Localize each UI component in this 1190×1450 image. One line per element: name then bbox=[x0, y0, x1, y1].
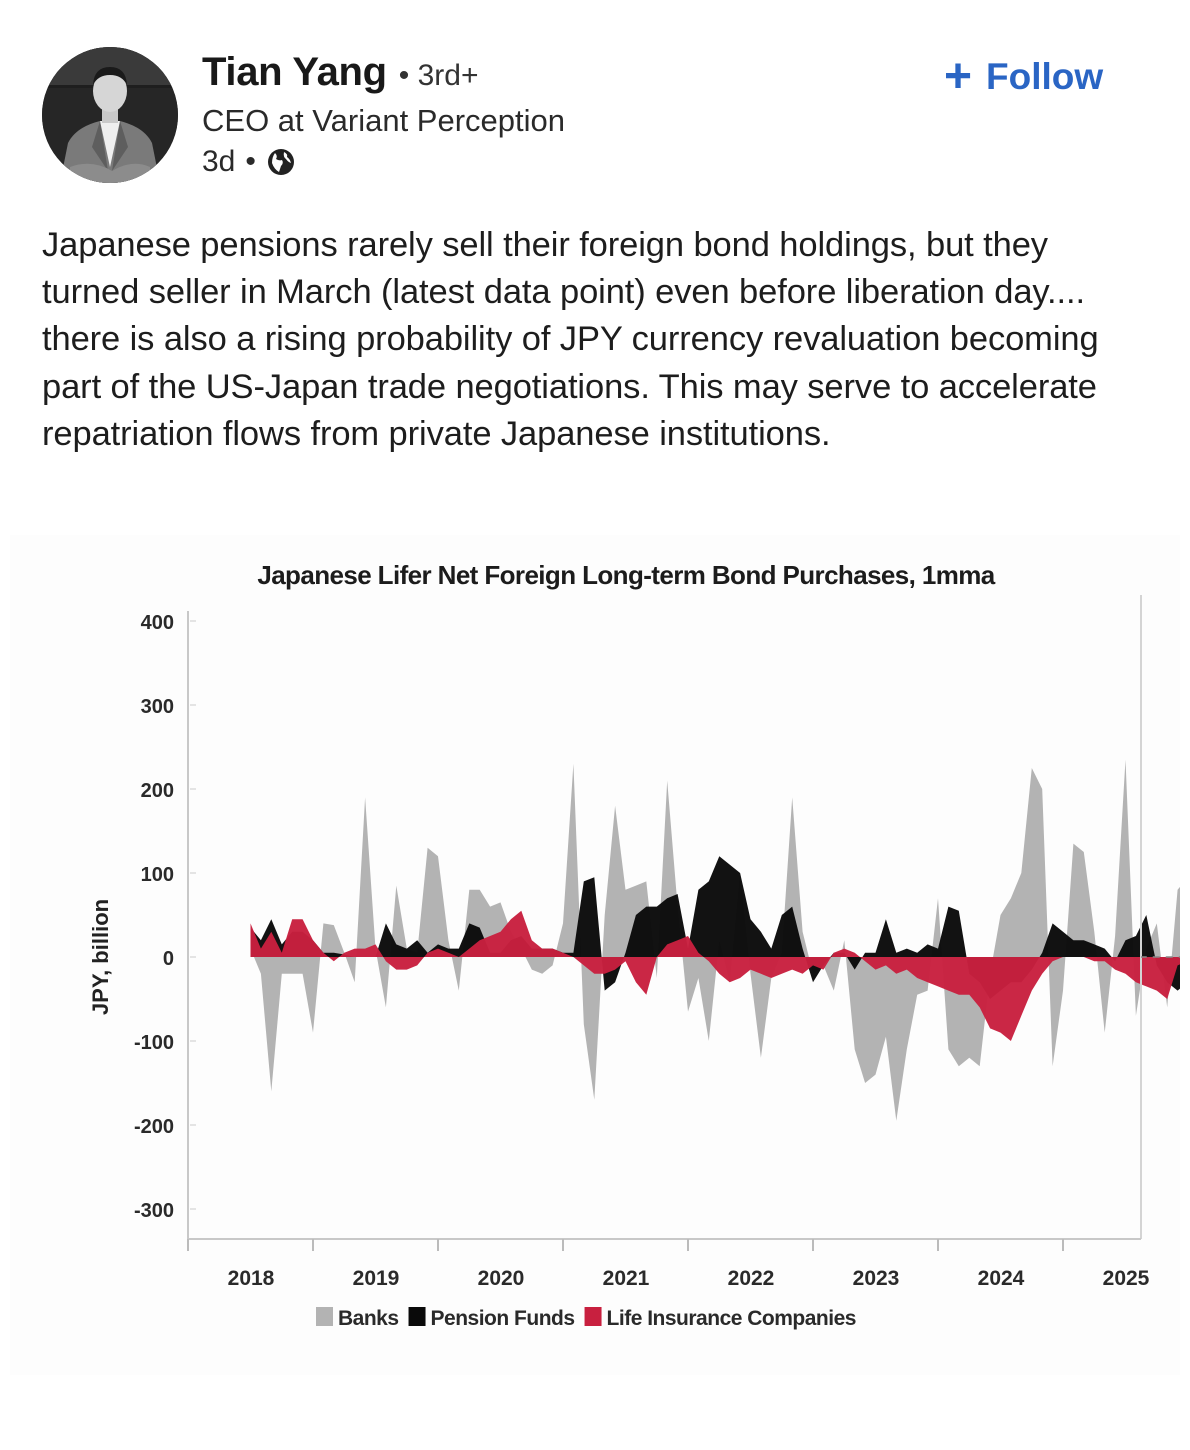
legend-label: Pension Funds bbox=[430, 1307, 575, 1330]
y-tick-label: 200 bbox=[140, 780, 174, 802]
legend-label: Life Insurance Companies bbox=[606, 1307, 856, 1330]
follow-button[interactable] bbox=[944, 50, 1104, 103]
x-tick-label: 2024 bbox=[977, 1267, 1025, 1290]
plus-icon: + bbox=[944, 50, 973, 103]
y-tick-label: -100 bbox=[133, 1032, 174, 1054]
chart-title: Japanese Lifer Net Foreign Long-term Bond Purchases, 1mma bbox=[257, 560, 995, 590]
legend-swatch-life-insurance-companies bbox=[585, 1307, 602, 1326]
connection-degree: • 3rd+ bbox=[398, 59, 479, 92]
x-tick-label: 2018 bbox=[227, 1267, 275, 1290]
legend-label: Banks bbox=[338, 1307, 399, 1330]
post-header bbox=[0, 0, 1190, 200]
globe-icon bbox=[266, 147, 296, 177]
author-name-line bbox=[202, 50, 479, 95]
author-photo bbox=[42, 47, 178, 183]
x-tick-label: 2025 bbox=[1102, 1267, 1150, 1290]
bond-purchases-chart bbox=[10, 535, 1180, 1375]
follow-label: Follow bbox=[986, 56, 1104, 97]
y-tick-label: 300 bbox=[140, 696, 174, 718]
y-tick-label: 400 bbox=[140, 612, 174, 634]
author-avatar[interactable] bbox=[42, 47, 178, 183]
x-tick-label: 2019 bbox=[352, 1267, 400, 1290]
y-axis bbox=[134, 612, 196, 1222]
y-axis-label: JPY, billion bbox=[88, 898, 113, 1016]
x-axis bbox=[188, 1239, 1180, 1290]
plot-areas bbox=[250, 697, 1180, 1134]
y-tick-label: -200 bbox=[133, 1116, 174, 1138]
meta-separator: • bbox=[245, 145, 256, 178]
x-tick-label: 2023 bbox=[852, 1267, 900, 1290]
x-tick-label: 2020 bbox=[477, 1267, 525, 1290]
author-name[interactable]: Tian Yang bbox=[202, 50, 387, 94]
y-tick-label: 100 bbox=[140, 864, 174, 886]
post-meta bbox=[202, 145, 296, 179]
author-headline: CEO at Variant Perception bbox=[202, 103, 565, 138]
post-age: 3d bbox=[202, 145, 236, 178]
x-tick-label: 2022 bbox=[727, 1267, 775, 1290]
legend-swatch-banks bbox=[316, 1307, 333, 1326]
y-tick-label: -300 bbox=[133, 1200, 174, 1222]
chart-legend bbox=[316, 1307, 856, 1330]
post-body-text: Japanese pensions rarely sell their foreign bond holdings, but they turned seller in March (latest data point) even before liberation day.... there is also a rising probability of JPY currency revaluation becoming part of the US-Japan trade negotiations. This may serve to accelerate repatriation flows from private Japanese institutions. bbox=[42, 226, 1099, 453]
y-tick-label: 0 bbox=[162, 948, 174, 970]
chart-image[interactable] bbox=[10, 535, 1180, 1375]
x-tick-label: 2021 bbox=[602, 1267, 650, 1290]
legend-swatch-pension-funds bbox=[409, 1307, 426, 1326]
